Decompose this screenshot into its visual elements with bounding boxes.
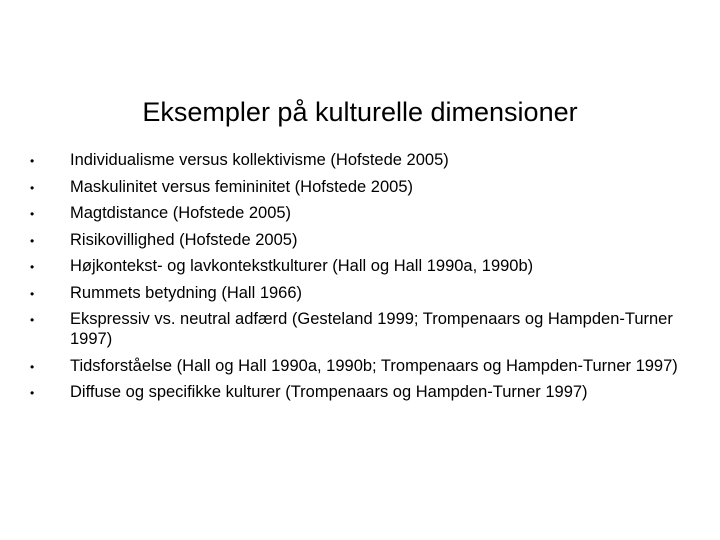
- slide-title: Eksempler på kulturelle dimensioner: [142, 97, 578, 127]
- bullet-text: Risikovillighed (Hofstede 2005): [70, 230, 298, 249]
- bullet-icon: •: [30, 207, 35, 221]
- bullet-text: Maskulinitet versus femininitet (Hofstede 2005): [70, 177, 413, 196]
- bullet-item: [30, 150, 700, 170]
- bullet-item: [30, 356, 700, 376]
- bullet-text: Individualisme versus kollektivisme (Hofstede 2005): [70, 151, 449, 169]
- bullet-icon: •: [30, 313, 35, 327]
- bullet-icon: •: [30, 233, 35, 248]
- bullet-text: Ekspressiv vs. neutral adfærd (Gesteland 1999; Trompenaars og Hampden-Turner 1997): [70, 310, 673, 348]
- bullet-text: Tidsforståelse (Hall og Hall 1990a, 1990b; Trompenaars og Hampden-Turner 1997): [70, 356, 678, 375]
- bullet-icon: •: [30, 286, 35, 301]
- bullet-icon: •: [30, 180, 35, 195]
- bullet-item: [30, 283, 700, 303]
- bullet-icon: •: [30, 154, 35, 168]
- bullet-icon: •: [30, 386, 35, 400]
- bullet-text: Højkontekst- og lavkontekstkulturer (Hall og Hall 1990a, 1990b): [70, 257, 534, 275]
- bullet-text: Magtdistance (Hofstede 2005): [70, 204, 292, 222]
- bullet-text: Diffuse og specifikke kulturer (Trompenaars og Hampden-Turner 1997): [70, 383, 588, 401]
- bullet-text: Rummets betydning (Hall 1966): [70, 283, 303, 302]
- bullet-item: [30, 309, 700, 349]
- bullet-list: [30, 150, 700, 409]
- bullet-icon: •: [30, 359, 35, 374]
- bullet-item: [30, 203, 700, 223]
- bullet-item: [30, 177, 700, 197]
- bullet-item: [30, 256, 700, 276]
- bullet-item: [30, 230, 700, 250]
- bullet-icon: •: [30, 260, 35, 274]
- bullet-item: [30, 382, 700, 402]
